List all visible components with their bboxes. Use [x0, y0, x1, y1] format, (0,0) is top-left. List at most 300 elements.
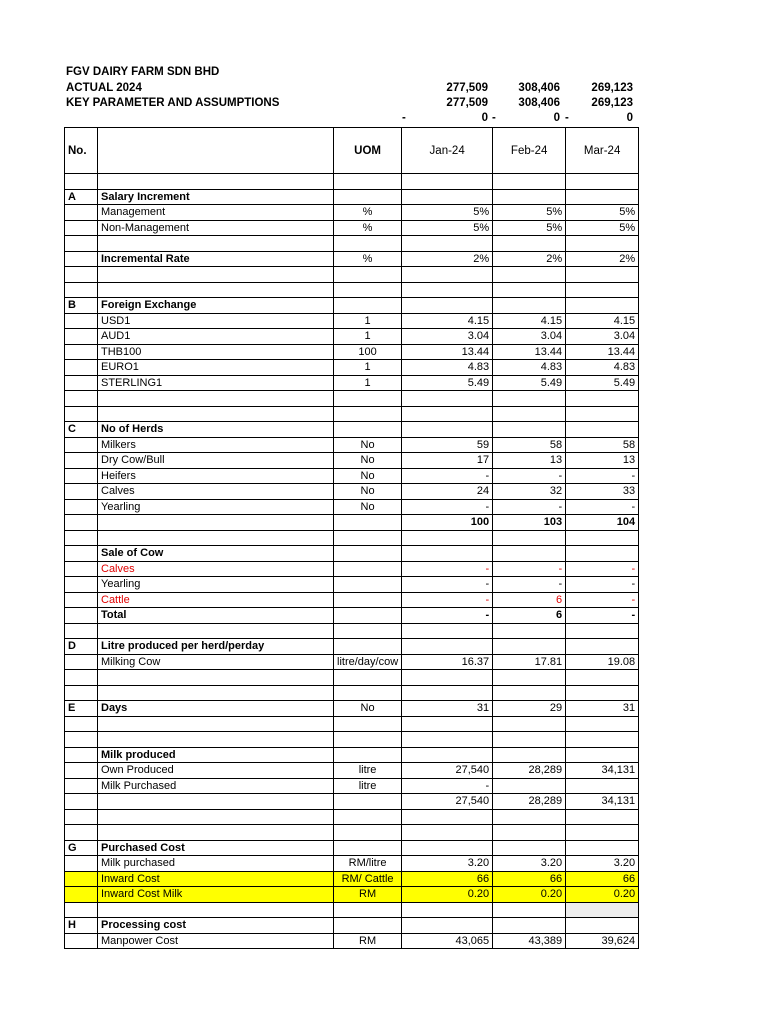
row-label-cell[interactable]: AUD1	[98, 329, 334, 345]
row-label-cell[interactable]: STERLING1	[98, 375, 334, 391]
uom-cell[interactable]: 1	[334, 329, 402, 345]
column-header-uom[interactable]: UOM	[334, 128, 402, 174]
row-label-cell[interactable]	[98, 515, 334, 531]
uom-cell[interactable]	[334, 732, 402, 748]
uom-cell[interactable]: RM	[334, 933, 402, 949]
jan-value-cell[interactable]	[402, 825, 493, 841]
uom-cell[interactable]	[334, 809, 402, 825]
row-number-cell[interactable]	[65, 825, 98, 841]
jan-value-cell[interactable]	[402, 267, 493, 283]
row-number-cell[interactable]	[65, 608, 98, 624]
row-number-cell[interactable]	[65, 437, 98, 453]
column-header-label[interactable]	[98, 128, 334, 174]
uom-cell[interactable]	[334, 577, 402, 593]
row-label-cell[interactable]: Non-Management	[98, 220, 334, 236]
feb-value-cell[interactable]	[493, 174, 566, 190]
mar-value-cell[interactable]	[566, 918, 639, 934]
jan-value-cell[interactable]	[402, 716, 493, 732]
feb-value-cell[interactable]: -	[493, 577, 566, 593]
feb-value-cell[interactable]	[493, 685, 566, 701]
jan-value-cell[interactable]: 27,540	[402, 763, 493, 779]
jan-value-cell[interactable]	[402, 685, 493, 701]
feb-value-cell[interactable]: 28,289	[493, 763, 566, 779]
uom-cell[interactable]	[334, 608, 402, 624]
row-label-cell[interactable]: Milk produced	[98, 747, 334, 763]
column-header-no[interactable]: No.	[65, 128, 98, 174]
mar-value-cell[interactable]	[566, 639, 639, 655]
uom-cell[interactable]: 1	[334, 313, 402, 329]
jan-value-cell[interactable]: -	[402, 608, 493, 624]
mar-value-cell[interactable]: 3.04	[566, 329, 639, 345]
jan-value-cell[interactable]: 59	[402, 437, 493, 453]
row-number-cell[interactable]	[65, 670, 98, 686]
column-header-mar[interactable]: Mar-24	[566, 128, 639, 174]
mar-value-cell[interactable]: 33	[566, 484, 639, 500]
row-label-cell[interactable]: USD1	[98, 313, 334, 329]
row-label-cell[interactable]	[98, 267, 334, 283]
row-number-cell[interactable]	[65, 763, 98, 779]
row-number-cell[interactable]	[65, 391, 98, 407]
jan-value-cell[interactable]	[402, 530, 493, 546]
uom-cell[interactable]	[334, 825, 402, 841]
row-number-cell[interactable]	[65, 282, 98, 298]
mar-value-cell[interactable]: 31	[566, 701, 639, 717]
row-number-cell[interactable]	[65, 623, 98, 639]
mar-value-cell[interactable]: 3.20	[566, 856, 639, 872]
jan-value-cell[interactable]: -	[402, 577, 493, 593]
row-label-cell[interactable]: Milkers	[98, 437, 334, 453]
feb-value-cell[interactable]	[493, 732, 566, 748]
jan-value-cell[interactable]	[402, 902, 493, 918]
mar-value-cell[interactable]: 34,131	[566, 794, 639, 810]
mar-value-cell[interactable]: 2%	[566, 251, 639, 267]
uom-cell[interactable]	[334, 918, 402, 934]
row-label-cell[interactable]	[98, 902, 334, 918]
jan-value-cell[interactable]: 16.37	[402, 654, 493, 670]
jan-value-cell[interactable]: 3.04	[402, 329, 493, 345]
row-number-cell[interactable]	[65, 499, 98, 515]
uom-cell[interactable]: 1	[334, 360, 402, 376]
row-label-cell[interactable]: Management	[98, 205, 334, 221]
feb-value-cell[interactable]	[493, 530, 566, 546]
row-number-cell[interactable]	[65, 546, 98, 562]
mar-value-cell[interactable]	[566, 825, 639, 841]
jan-value-cell[interactable]	[402, 639, 493, 655]
jan-value-cell[interactable]: -	[402, 778, 493, 794]
uom-cell[interactable]	[334, 515, 402, 531]
row-label-cell[interactable]: Total	[98, 608, 334, 624]
mar-value-cell[interactable]: 58	[566, 437, 639, 453]
row-number-cell[interactable]	[65, 685, 98, 701]
jan-value-cell[interactable]: -	[402, 499, 493, 515]
row-label-cell[interactable]: Days	[98, 701, 334, 717]
row-label-cell[interactable]: Manpower Cost	[98, 933, 334, 949]
mar-value-cell[interactable]: -	[566, 561, 639, 577]
feb-value-cell[interactable]: 17.81	[493, 654, 566, 670]
row-number-cell[interactable]	[65, 515, 98, 531]
row-label-cell[interactable]	[98, 825, 334, 841]
mar-value-cell[interactable]	[566, 670, 639, 686]
feb-value-cell[interactable]: 43,389	[493, 933, 566, 949]
mar-value-cell[interactable]	[566, 747, 639, 763]
feb-value-cell[interactable]	[493, 918, 566, 934]
row-number-cell[interactable]	[65, 716, 98, 732]
row-number-cell[interactable]	[65, 344, 98, 360]
feb-value-cell[interactable]: 2%	[493, 251, 566, 267]
uom-cell[interactable]: RM	[334, 887, 402, 903]
feb-value-cell[interactable]: 6	[493, 592, 566, 608]
mar-value-cell[interactable]	[566, 623, 639, 639]
jan-value-cell[interactable]: 17	[402, 453, 493, 469]
feb-value-cell[interactable]	[493, 267, 566, 283]
uom-cell[interactable]	[334, 530, 402, 546]
row-label-cell[interactable]: Foreign Exchange	[98, 298, 334, 314]
feb-value-cell[interactable]: 5%	[493, 205, 566, 221]
mar-value-cell[interactable]: 5%	[566, 205, 639, 221]
jan-value-cell[interactable]: 27,540	[402, 794, 493, 810]
row-number-cell[interactable]	[65, 251, 98, 267]
uom-cell[interactable]: RM/ Cattle	[334, 871, 402, 887]
mar-value-cell[interactable]: 0.20	[566, 887, 639, 903]
row-number-cell[interactable]	[65, 468, 98, 484]
feb-value-cell[interactable]: -	[493, 468, 566, 484]
jan-value-cell[interactable]: 66	[402, 871, 493, 887]
feb-value-cell[interactable]: -	[493, 499, 566, 515]
row-number-cell[interactable]	[65, 778, 98, 794]
jan-value-cell[interactable]	[402, 809, 493, 825]
mar-value-cell[interactable]: 13	[566, 453, 639, 469]
feb-value-cell[interactable]: 13	[493, 453, 566, 469]
row-label-cell[interactable]	[98, 282, 334, 298]
uom-cell[interactable]	[334, 840, 402, 856]
uom-cell[interactable]	[334, 592, 402, 608]
mar-value-cell[interactable]	[566, 902, 639, 918]
uom-cell[interactable]	[334, 716, 402, 732]
feb-value-cell[interactable]: 29	[493, 701, 566, 717]
jan-value-cell[interactable]: 24	[402, 484, 493, 500]
row-label-cell[interactable]	[98, 794, 334, 810]
row-label-cell[interactable]: Salary Increment	[98, 189, 334, 205]
mar-value-cell[interactable]: 4.83	[566, 360, 639, 376]
mar-value-cell[interactable]	[566, 840, 639, 856]
row-label-cell[interactable]	[98, 174, 334, 190]
row-label-cell[interactable]: Processing cost	[98, 918, 334, 934]
mar-value-cell[interactable]: 104	[566, 515, 639, 531]
uom-cell[interactable]	[334, 298, 402, 314]
feb-value-cell[interactable]: 28,289	[493, 794, 566, 810]
mar-value-cell[interactable]: 5.49	[566, 375, 639, 391]
row-label-cell[interactable]: Dry Cow/Bull	[98, 453, 334, 469]
row-label-cell[interactable]: Cattle	[98, 592, 334, 608]
mar-value-cell[interactable]: -	[566, 499, 639, 515]
uom-cell[interactable]	[334, 623, 402, 639]
feb-value-cell[interactable]	[493, 298, 566, 314]
uom-cell[interactable]: No	[334, 453, 402, 469]
feb-value-cell[interactable]	[493, 639, 566, 655]
jan-value-cell[interactable]: 5%	[402, 220, 493, 236]
feb-value-cell[interactable]	[493, 282, 566, 298]
feb-value-cell[interactable]	[493, 809, 566, 825]
row-number-cell[interactable]	[65, 267, 98, 283]
row-label-cell[interactable]: Milk Purchased	[98, 778, 334, 794]
mar-value-cell[interactable]	[566, 267, 639, 283]
jan-value-cell[interactable]	[402, 174, 493, 190]
mar-value-cell[interactable]	[566, 422, 639, 438]
uom-cell[interactable]	[334, 282, 402, 298]
feb-value-cell[interactable]	[493, 236, 566, 252]
jan-value-cell[interactable]: 31	[402, 701, 493, 717]
row-number-cell[interactable]	[65, 561, 98, 577]
jan-value-cell[interactable]	[402, 623, 493, 639]
feb-value-cell[interactable]: 66	[493, 871, 566, 887]
mar-value-cell[interactable]: 34,131	[566, 763, 639, 779]
row-number-cell[interactable]	[65, 654, 98, 670]
row-label-cell[interactable]: Litre produced per herd/perday	[98, 639, 334, 655]
feb-value-cell[interactable]	[493, 422, 566, 438]
jan-value-cell[interactable]: 3.20	[402, 856, 493, 872]
mar-value-cell[interactable]	[566, 809, 639, 825]
jan-value-cell[interactable]	[402, 840, 493, 856]
uom-cell[interactable]: RM/litre	[334, 856, 402, 872]
jan-value-cell[interactable]: 4.83	[402, 360, 493, 376]
mar-value-cell[interactable]: 66	[566, 871, 639, 887]
row-label-cell[interactable]: Milking Cow	[98, 654, 334, 670]
feb-value-cell[interactable]: 0.20	[493, 887, 566, 903]
column-header-jan[interactable]: Jan-24	[402, 128, 493, 174]
uom-cell[interactable]	[334, 546, 402, 562]
row-number-cell[interactable]: G	[65, 840, 98, 856]
row-number-cell[interactable]	[65, 484, 98, 500]
row-number-cell[interactable]	[65, 329, 98, 345]
feb-value-cell[interactable]: 4.15	[493, 313, 566, 329]
jan-value-cell[interactable]: 0.20	[402, 887, 493, 903]
feb-value-cell[interactable]	[493, 623, 566, 639]
row-label-cell[interactable]	[98, 670, 334, 686]
feb-value-cell[interactable]	[493, 825, 566, 841]
row-number-cell[interactable]	[65, 856, 98, 872]
row-label-cell[interactable]: Own Produced	[98, 763, 334, 779]
column-header-feb[interactable]: Feb-24	[493, 128, 566, 174]
jan-value-cell[interactable]	[402, 282, 493, 298]
uom-cell[interactable]: %	[334, 251, 402, 267]
feb-value-cell[interactable]: 5%	[493, 220, 566, 236]
feb-value-cell[interactable]	[493, 670, 566, 686]
mar-value-cell[interactable]	[566, 685, 639, 701]
row-number-cell[interactable]	[65, 809, 98, 825]
jan-value-cell[interactable]	[402, 406, 493, 422]
jan-value-cell[interactable]: -	[402, 468, 493, 484]
row-label-cell[interactable]	[98, 530, 334, 546]
mar-value-cell[interactable]	[566, 778, 639, 794]
jan-value-cell[interactable]	[402, 747, 493, 763]
row-number-cell[interactable]	[65, 732, 98, 748]
mar-value-cell[interactable]: 5%	[566, 220, 639, 236]
row-number-cell[interactable]	[65, 313, 98, 329]
feb-value-cell[interactable]	[493, 406, 566, 422]
mar-value-cell[interactable]: 39,624	[566, 933, 639, 949]
uom-cell[interactable]	[334, 561, 402, 577]
feb-value-cell[interactable]: -	[493, 561, 566, 577]
uom-cell[interactable]	[334, 685, 402, 701]
mar-value-cell[interactable]: 19.08	[566, 654, 639, 670]
row-number-cell[interactable]	[65, 902, 98, 918]
row-label-cell[interactable]: Heifers	[98, 468, 334, 484]
mar-value-cell[interactable]	[566, 732, 639, 748]
mar-value-cell[interactable]	[566, 530, 639, 546]
feb-value-cell[interactable]	[493, 189, 566, 205]
row-label-cell[interactable]: Yearling	[98, 499, 334, 515]
uom-cell[interactable]	[334, 794, 402, 810]
uom-cell[interactable]	[334, 236, 402, 252]
row-label-cell[interactable]: EURO1	[98, 360, 334, 376]
mar-value-cell[interactable]: -	[566, 577, 639, 593]
mar-value-cell[interactable]: -	[566, 592, 639, 608]
row-number-cell[interactable]	[65, 205, 98, 221]
uom-cell[interactable]	[334, 422, 402, 438]
row-number-cell[interactable]	[65, 530, 98, 546]
uom-cell[interactable]	[334, 639, 402, 655]
row-number-cell[interactable]	[65, 887, 98, 903]
row-label-cell[interactable]	[98, 685, 334, 701]
uom-cell[interactable]	[334, 174, 402, 190]
jan-value-cell[interactable]	[402, 670, 493, 686]
row-label-cell[interactable]: Inward Cost	[98, 871, 334, 887]
feb-value-cell[interactable]	[493, 747, 566, 763]
feb-value-cell[interactable]: 13.44	[493, 344, 566, 360]
uom-cell[interactable]: 100	[334, 344, 402, 360]
jan-value-cell[interactable]	[402, 918, 493, 934]
jan-value-cell[interactable]: -	[402, 561, 493, 577]
jan-value-cell[interactable]: 4.15	[402, 313, 493, 329]
mar-value-cell[interactable]	[566, 546, 639, 562]
mar-value-cell[interactable]: 4.15	[566, 313, 639, 329]
jan-value-cell[interactable]	[402, 422, 493, 438]
mar-value-cell[interactable]	[566, 189, 639, 205]
mar-value-cell[interactable]	[566, 298, 639, 314]
jan-value-cell[interactable]	[402, 732, 493, 748]
uom-cell[interactable]	[334, 670, 402, 686]
row-number-cell[interactable]: C	[65, 422, 98, 438]
row-label-cell[interactable]	[98, 623, 334, 639]
jan-value-cell[interactable]	[402, 189, 493, 205]
row-label-cell[interactable]: Purchased Cost	[98, 840, 334, 856]
uom-cell[interactable]	[334, 747, 402, 763]
row-number-cell[interactable]	[65, 406, 98, 422]
row-number-cell[interactable]: H	[65, 918, 98, 934]
row-label-cell[interactable]	[98, 809, 334, 825]
uom-cell[interactable]	[334, 189, 402, 205]
row-label-cell[interactable]: No of Herds	[98, 422, 334, 438]
mar-value-cell[interactable]	[566, 174, 639, 190]
jan-value-cell[interactable]: 13.44	[402, 344, 493, 360]
jan-value-cell[interactable]: -	[402, 592, 493, 608]
feb-value-cell[interactable]	[493, 902, 566, 918]
uom-cell[interactable]: No	[334, 701, 402, 717]
row-number-cell[interactable]: A	[65, 189, 98, 205]
uom-cell[interactable]	[334, 391, 402, 407]
row-label-cell[interactable]: Incremental Rate	[98, 251, 334, 267]
row-number-cell[interactable]	[65, 592, 98, 608]
feb-value-cell[interactable]: 3.20	[493, 856, 566, 872]
row-number-cell[interactable]: B	[65, 298, 98, 314]
row-label-cell[interactable]: Inward Cost Milk	[98, 887, 334, 903]
row-number-cell[interactable]	[65, 375, 98, 391]
mar-value-cell[interactable]	[566, 716, 639, 732]
jan-value-cell[interactable]: 43,065	[402, 933, 493, 949]
uom-cell[interactable]: litre	[334, 763, 402, 779]
feb-value-cell[interactable]: 5.49	[493, 375, 566, 391]
feb-value-cell[interactable]	[493, 716, 566, 732]
row-label-cell[interactable]: Yearling	[98, 577, 334, 593]
feb-value-cell[interactable]	[493, 840, 566, 856]
mar-value-cell[interactable]	[566, 391, 639, 407]
row-number-cell[interactable]	[65, 747, 98, 763]
uom-cell[interactable]: litre/day/cow	[334, 654, 402, 670]
feb-value-cell[interactable]: 58	[493, 437, 566, 453]
mar-value-cell[interactable]: -	[566, 468, 639, 484]
uom-cell[interactable]: No	[334, 468, 402, 484]
uom-cell[interactable]	[334, 902, 402, 918]
row-number-cell[interactable]	[65, 453, 98, 469]
feb-value-cell[interactable]: 4.83	[493, 360, 566, 376]
jan-value-cell[interactable]: 100	[402, 515, 493, 531]
feb-value-cell[interactable]: 6	[493, 608, 566, 624]
row-number-cell[interactable]	[65, 933, 98, 949]
row-number-cell[interactable]	[65, 174, 98, 190]
jan-value-cell[interactable]	[402, 236, 493, 252]
uom-cell[interactable]: No	[334, 437, 402, 453]
row-number-cell[interactable]	[65, 236, 98, 252]
feb-value-cell[interactable]: 32	[493, 484, 566, 500]
mar-value-cell[interactable]	[566, 406, 639, 422]
jan-value-cell[interactable]	[402, 546, 493, 562]
row-label-cell[interactable]	[98, 716, 334, 732]
jan-value-cell[interactable]	[402, 391, 493, 407]
feb-value-cell[interactable]	[493, 546, 566, 562]
jan-value-cell[interactable]	[402, 298, 493, 314]
row-number-cell[interactable]	[65, 220, 98, 236]
uom-cell[interactable]: No	[334, 499, 402, 515]
uom-cell[interactable]: litre	[334, 778, 402, 794]
jan-value-cell[interactable]: 5.49	[402, 375, 493, 391]
jan-value-cell[interactable]: 5%	[402, 205, 493, 221]
feb-value-cell[interactable]: 3.04	[493, 329, 566, 345]
uom-cell[interactable]: %	[334, 220, 402, 236]
row-number-cell[interactable]: E	[65, 701, 98, 717]
mar-value-cell[interactable]	[566, 236, 639, 252]
row-label-cell[interactable]	[98, 236, 334, 252]
row-label-cell[interactable]: Calves	[98, 484, 334, 500]
mar-value-cell[interactable]: 13.44	[566, 344, 639, 360]
feb-value-cell[interactable]: 103	[493, 515, 566, 531]
row-label-cell[interactable]: THB100	[98, 344, 334, 360]
uom-cell[interactable]: No	[334, 484, 402, 500]
row-number-cell[interactable]	[65, 577, 98, 593]
jan-value-cell[interactable]: 2%	[402, 251, 493, 267]
row-number-cell[interactable]	[65, 871, 98, 887]
row-label-cell[interactable]	[98, 406, 334, 422]
row-number-cell[interactable]	[65, 360, 98, 376]
row-label-cell[interactable]: Sale of Cow	[98, 546, 334, 562]
uom-cell[interactable]	[334, 267, 402, 283]
row-label-cell[interactable]: Milk purchased	[98, 856, 334, 872]
uom-cell[interactable]: 1	[334, 375, 402, 391]
uom-cell[interactable]	[334, 406, 402, 422]
row-label-cell[interactable]	[98, 391, 334, 407]
row-number-cell[interactable]: D	[65, 639, 98, 655]
row-label-cell[interactable]: Calves	[98, 561, 334, 577]
row-label-cell[interactable]	[98, 732, 334, 748]
